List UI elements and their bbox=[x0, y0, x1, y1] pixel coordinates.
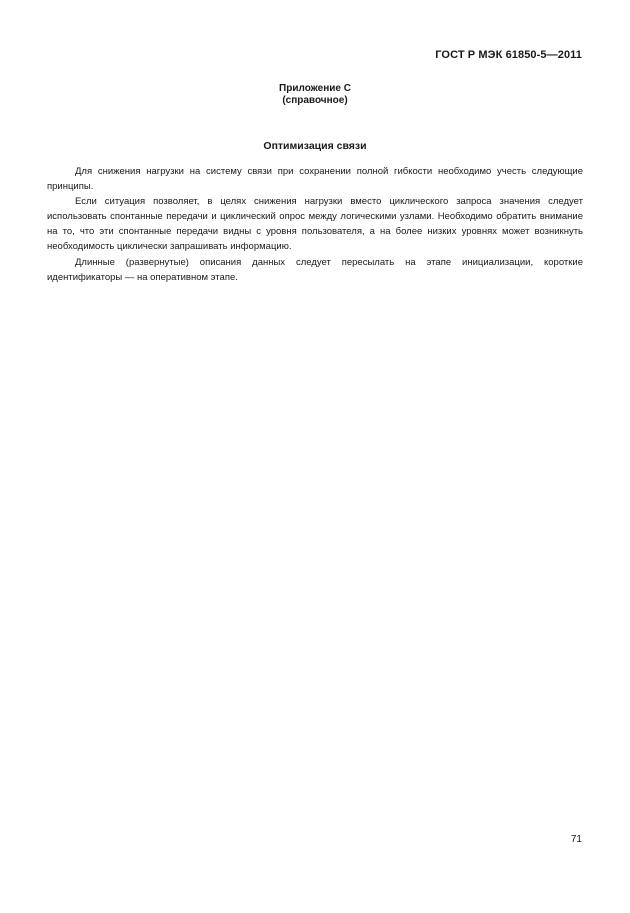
body-text bbox=[47, 164, 583, 285]
paragraph: Для снижения нагрузки на систему связи при сохранении полной гибкости необходимо учесть следующие принципы. bbox=[47, 166, 583, 193]
annex-heading bbox=[0, 83, 630, 107]
section-title: Оптимизация связи bbox=[263, 140, 367, 152]
annex-label: Приложение С bbox=[279, 83, 351, 94]
annex-type: (справочное) bbox=[282, 95, 348, 106]
page-number: 71 bbox=[570, 834, 582, 845]
paragraph: Если ситуация позволяет, в целях снижения нагрузки вместо циклического запроса значения следует использовать спонтанные передачи и циклический опрос между логическими узлами. Необходимо обратить внимание на то, что эти спонтанные передачи видны с уровня пользователя, а на более низких уровнях может возникнуть необходимость циклически запрашивать информацию. bbox=[47, 196, 583, 253]
paragraph: Длинные (развернутые) описания данных следует пересылать на этапе инициализации, короткие идентификаторы — на оперативном этапе. bbox=[47, 256, 583, 283]
standard-designation: ГОСТ Р МЭК 61850-5—2011 bbox=[435, 49, 582, 61]
